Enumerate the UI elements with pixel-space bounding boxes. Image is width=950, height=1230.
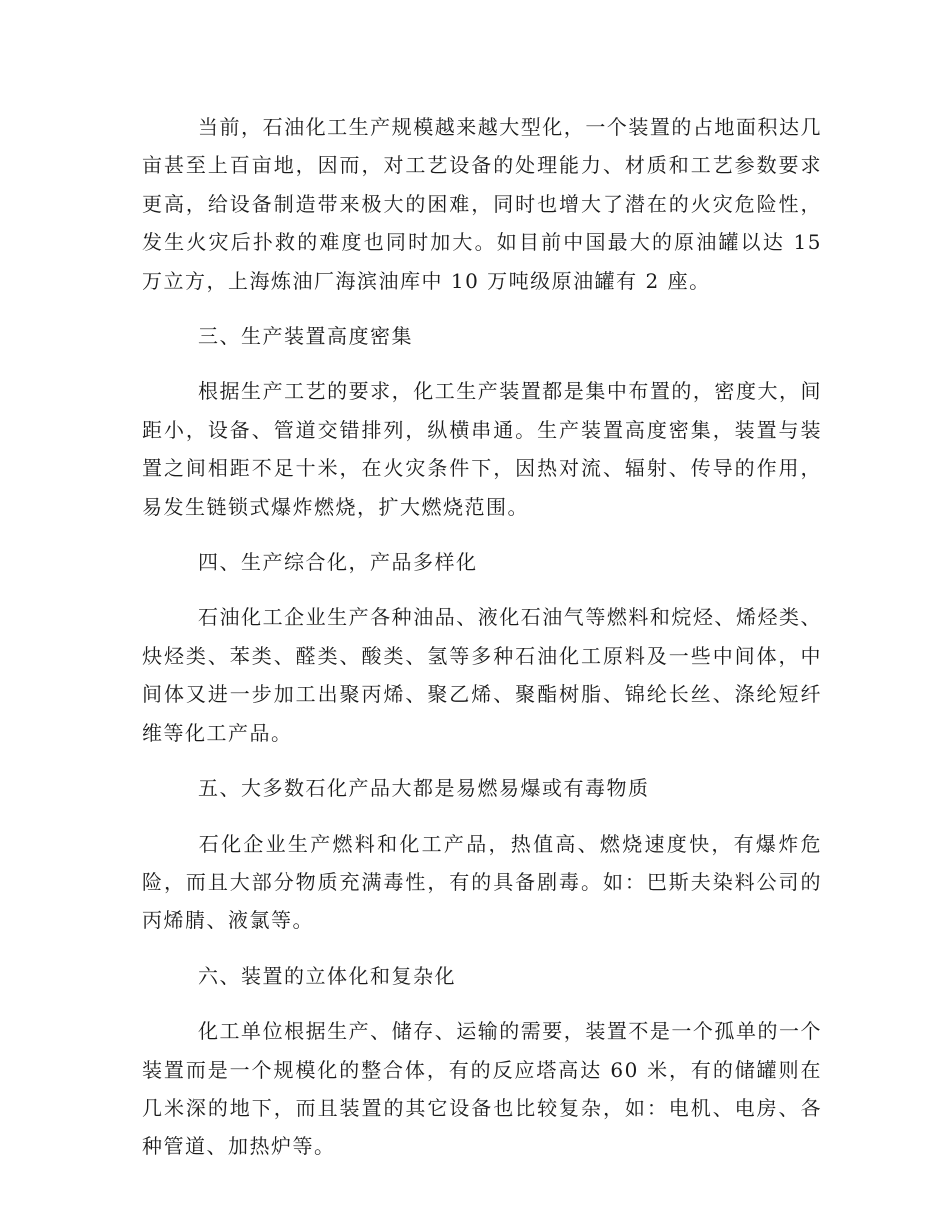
heading-text: 五、大多数石化产品大都是易燃易爆或有毒物质 xyxy=(198,776,650,801)
heading-text: 三、生产装置高度密集 xyxy=(198,324,413,349)
heading-text: 六、装置的立体化和复杂化 xyxy=(198,963,456,988)
section-heading-3 xyxy=(142,317,822,355)
paragraph-density xyxy=(142,372,822,526)
paragraph-scale xyxy=(142,108,822,300)
section-heading-6 xyxy=(142,957,822,995)
paragraph-text: 石化企业生产燃料和化工产品，热值高、燃烧速度快，有爆炸危险，而且大部分物质充满毒性，有的具备剧毒。如：巴斯夫染料公司的丙烯腈、液氯等。 xyxy=(142,831,822,933)
paragraph-products xyxy=(142,598,822,752)
paragraph-text: 根据生产工艺的要求，化工生产装置都是集中布置的，密度大，间距小，设备、管道交错排列，纵横串通。生产装置高度密集，装置与装置之间相距不足十米，在火灾条件下，因热对流、辐射、传导的作用，易发生链锁式爆炸燃烧，扩大燃烧范围。 xyxy=(142,379,822,519)
paragraph-hazards xyxy=(142,825,822,940)
document-body xyxy=(142,108,822,1183)
paragraph-text: 化工单位根据生产、储存、运输的需要，装置不是一个孤单的一个装置而是一个规模化的整合体，有的反应塔高达 60 米，有的储罐则在几米深的地下，而且装置的其它设备也比较复杂，如：电机、电房、各种管道、加热炉等。 xyxy=(142,1019,822,1159)
paragraph-complexity xyxy=(142,1012,822,1166)
heading-text: 四、生产综合化，产品多样化 xyxy=(198,550,478,575)
section-heading-4 xyxy=(142,543,822,581)
section-heading-5 xyxy=(142,769,822,807)
paragraph-text: 当前，石油化工生产规模越来越大型化，一个装置的占地面积达几亩甚至上百亩地，因而，对工艺设备的处理能力、材质和工艺参数要求更高，给设备制造带来极大的困难，同时也增大了潜在的火灾危险性，发生火灾后扑救的难度也同时加大。如目前中国最大的原油罐以达 15 万立方，上海炼油厂海滨油库中 10 万吨级原油罐有 2 座。 xyxy=(142,115,822,293)
paragraph-text: 石油化工企业生产各种油品、液化石油气等燃料和烷烃、烯烃类、炔烃类、苯类、醛类、酸类、氢等多种石油化工原料及一些中间体，中间体又进一步加工出聚丙烯、聚乙烯、聚酯树脂、锦纶长丝、涤纶短纤维等化工产品。 xyxy=(142,605,822,745)
